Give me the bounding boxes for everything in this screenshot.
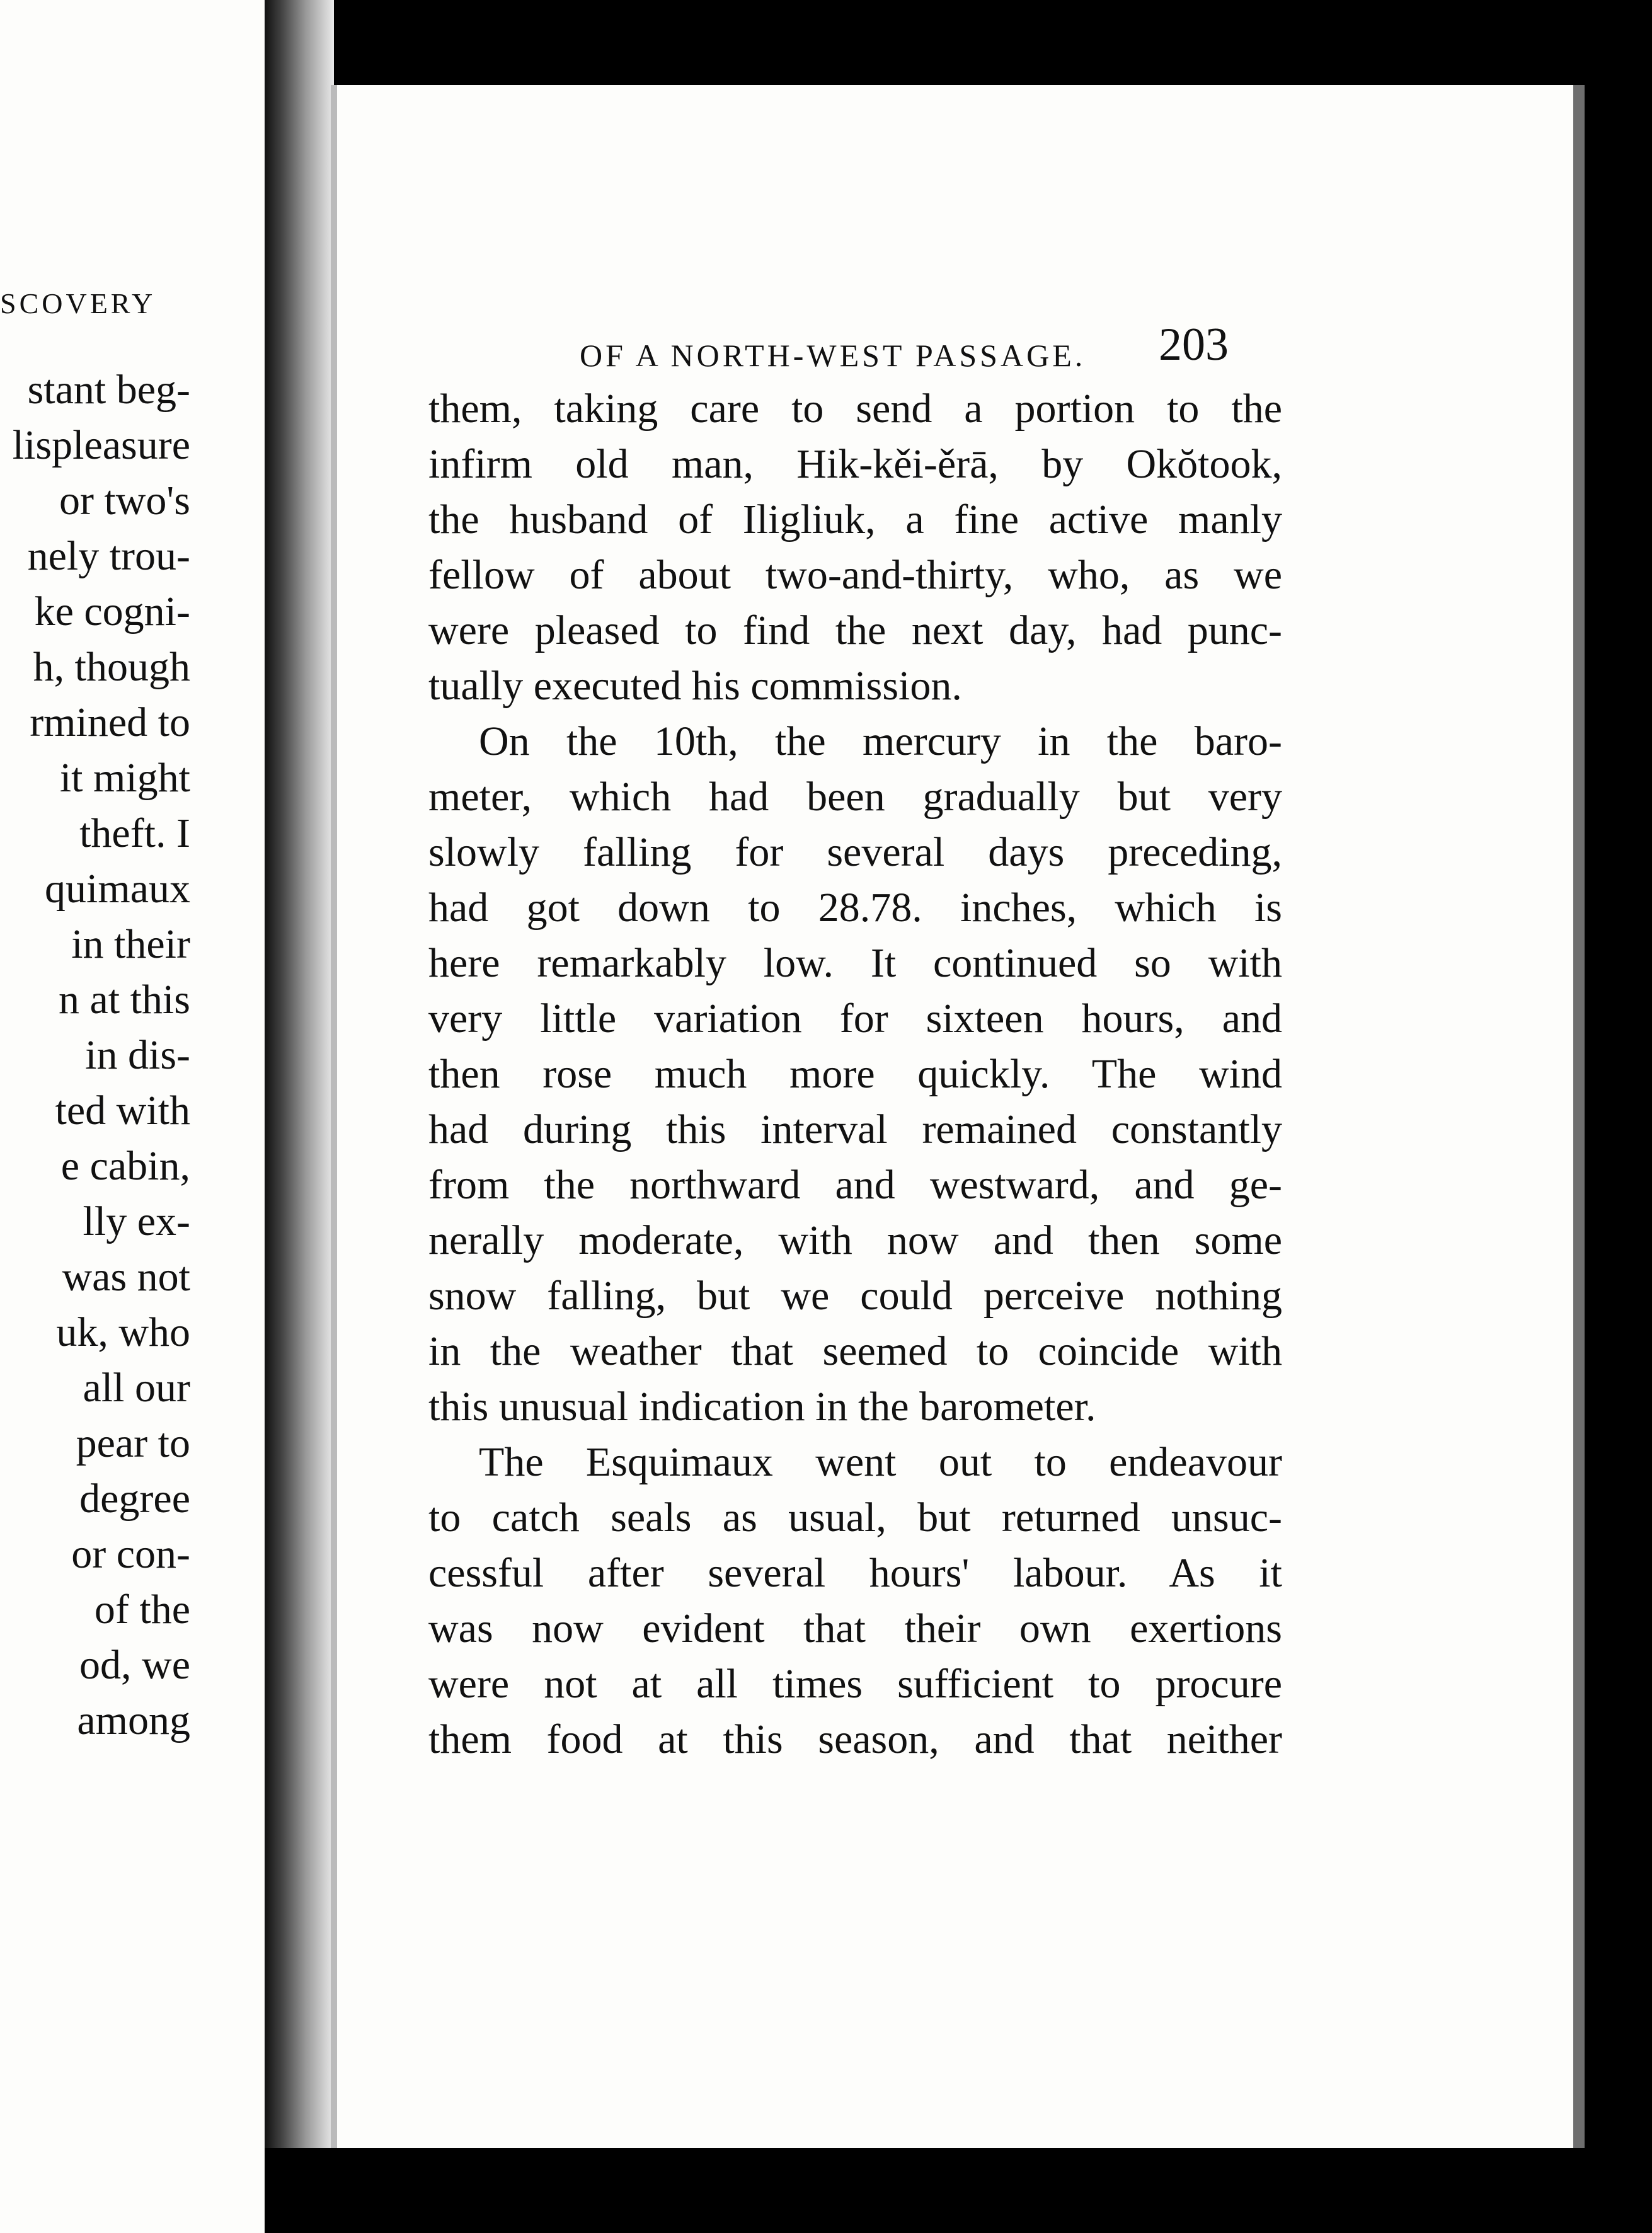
text-line: the husband of Iligliuk, a fine active manly xyxy=(428,497,1282,542)
book-gutter xyxy=(265,0,334,2233)
text-line: this unusual indication in the barometer. xyxy=(428,1384,1096,1430)
left-text-line: degree xyxy=(79,1476,190,1522)
text-line: On the 10th, the mercury in the baro- xyxy=(479,718,1282,764)
left-text-line: lly ex- xyxy=(83,1198,190,1244)
text-line: them, taking care to send a portion to the xyxy=(428,386,1282,432)
text-line: were not at all times sufficient to procure xyxy=(428,1661,1282,1707)
left-text-line: nely trou- xyxy=(27,533,190,579)
text-line: infirm old man, Hik-kěi-ěrā, by Okŏtook, xyxy=(428,441,1282,487)
running-head: OF A NORTH-WEST PASSAGE. xyxy=(580,338,1086,373)
text-line: were pleased to find the next day, had punc- xyxy=(428,607,1282,653)
text-line: meter, which had been gradually but very xyxy=(428,774,1282,820)
left-text-line: e cabin, xyxy=(60,1143,190,1189)
left-text-line: in dis- xyxy=(85,1032,190,1078)
left-text-line: all our xyxy=(83,1365,190,1411)
left-text-line: h, though xyxy=(33,644,190,690)
text-line: tually executed his commission. xyxy=(428,663,962,709)
text-line: from the northward and westward, and ge- xyxy=(428,1162,1282,1208)
left-text-line: or con- xyxy=(71,1531,190,1577)
text-line: snow falling, but we could perceive nothing xyxy=(428,1273,1282,1319)
text-line: then rose much more quickly. The wind xyxy=(428,1051,1282,1097)
left-text-line: od, we xyxy=(79,1642,190,1688)
left-text-line: in their xyxy=(71,921,190,967)
left-text-line: lispleasure xyxy=(12,422,190,468)
paragraph xyxy=(428,714,1282,1435)
left-text-column xyxy=(0,362,190,1748)
right-page xyxy=(331,85,1585,2149)
text-line: in the weather that seemed to coincide with xyxy=(428,1328,1282,1374)
text-line: had got down to 28.78. inches, which is xyxy=(428,885,1282,931)
left-text-line: pear to xyxy=(76,1420,190,1466)
text-line: nerally moderate, with now and then some xyxy=(428,1217,1282,1263)
left-text-line: stant beg- xyxy=(27,367,190,413)
text-line: fellow of about two-and-thirty, who, as we xyxy=(428,552,1282,598)
text-line: to catch seals as usual, but returned unsuc- xyxy=(428,1495,1282,1541)
body-text xyxy=(428,381,1282,1767)
left-running-head: SCOVERY xyxy=(0,287,156,319)
left-text-line: was not xyxy=(62,1254,190,1300)
left-text-line: n at this xyxy=(59,977,190,1023)
paragraph xyxy=(428,1435,1282,1767)
text-line: them food at this season, and that neither xyxy=(428,1716,1282,1762)
left-text-line: ted with xyxy=(55,1088,190,1134)
text-line: slowly falling for several days preceding, xyxy=(428,829,1282,875)
left-text-line: quimaux xyxy=(45,866,190,912)
page-header xyxy=(580,318,1229,387)
page-number: 203 xyxy=(1159,319,1229,370)
left-text-line: it might xyxy=(59,755,190,801)
text-line: had during this interval remained constantly xyxy=(428,1106,1282,1152)
left-text-line: of the xyxy=(94,1587,190,1633)
text-line: The Esquimaux went out to endeavour xyxy=(479,1439,1282,1485)
left-text-line: uk, who xyxy=(56,1309,190,1355)
left-text-line: or two's xyxy=(59,478,190,524)
text-line: here remarkably low. It continued so with xyxy=(428,940,1282,986)
text-line: very little variation for sixteen hours, and xyxy=(428,996,1282,1042)
left-text-line: rmined to xyxy=(30,699,190,745)
left-page-fragment xyxy=(0,0,268,2233)
text-line: was now evident that their own exertions xyxy=(428,1605,1282,1651)
paragraph xyxy=(428,381,1282,714)
text-line: cessful after several hours' labour. As it xyxy=(428,1550,1282,1596)
scan-border-right xyxy=(1589,0,1652,2233)
scan-border-bottom xyxy=(265,2148,1651,2233)
left-text-line: theft. I xyxy=(79,810,190,856)
left-text-line: among xyxy=(77,1697,190,1743)
left-text-line: ke cogni- xyxy=(34,588,190,634)
